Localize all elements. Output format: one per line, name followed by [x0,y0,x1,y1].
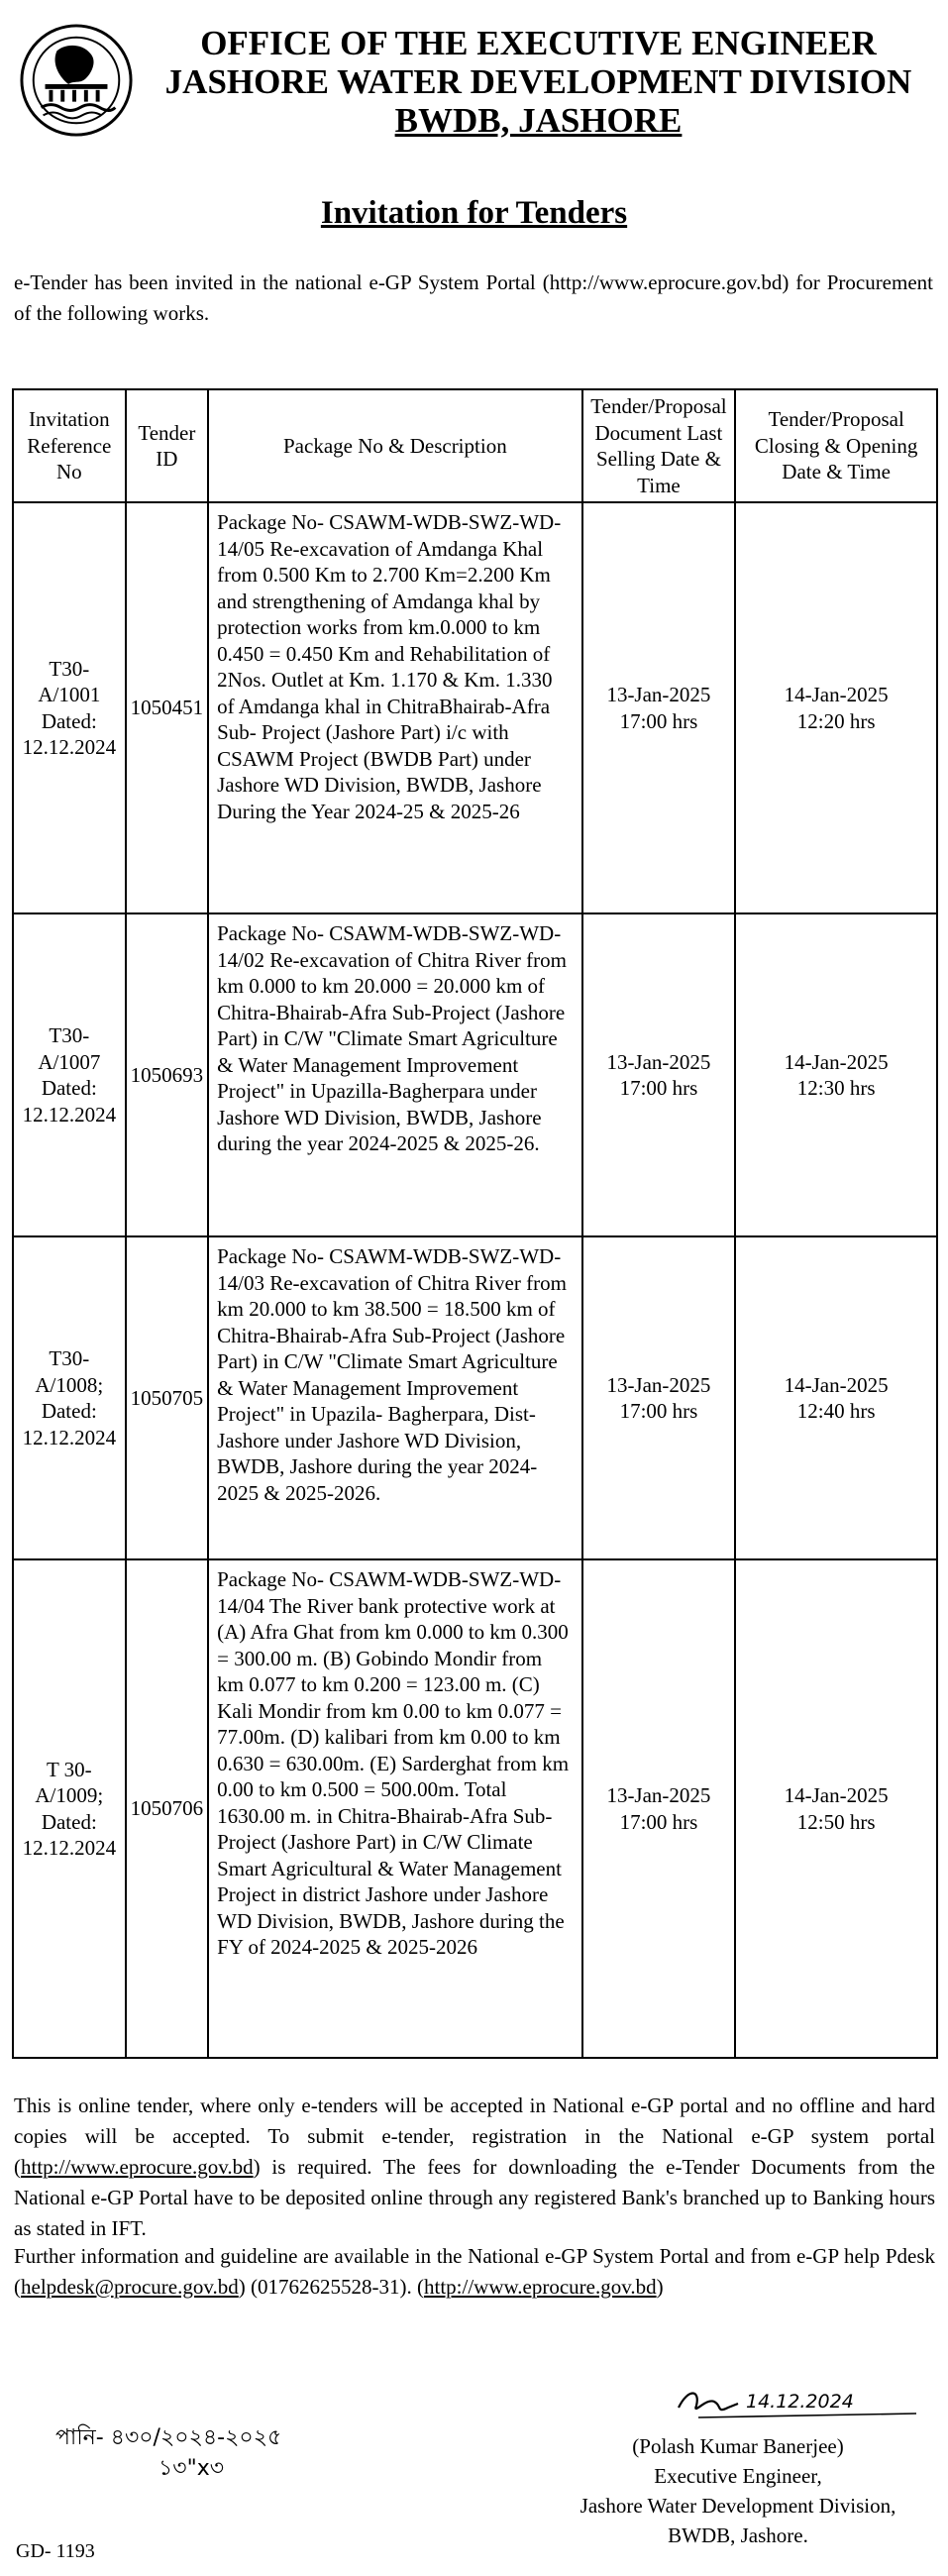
division-title: JASHORE WATER DEVELOPMENT DIVISION [164,62,912,101]
table-header-row [13,389,937,502]
signer-name: (Polash Kumar Banerjee) [632,2434,844,2458]
cell-description: Package No- CSAWM-WDB-SWZ-WD-14/04 The River bank protective work at (A) Afra Ghat from km 0.000 to km 0.300 = 300.00 m. (B) Gobindo Mondir from km 0.077 to km 0.200 = 123.00 m. (C) Kali Mondir from km 0.00 to km 0.077 = 77.00m. (D) kalibari from km 0.00 to km 0.630 = 630.00m. (E) Sarderghat from km 0.00 to km 0.500 = 500.00m. Total 1630.00 m. in Chitra-Bhairab-Afra Sub-Project (Jashore Part) in C/W Climate Smart Agricultural & Water Management Project in district Jashore under Jashore WD Division, BWDB, Jashore during the FY of 2024-2025 & 2025-2026 [208,1559,581,2058]
cell-tender-id: 1050451 [126,502,209,913]
info-paragraph [14,2241,935,2303]
cell-description: Package No- CSAWM-WDB-SWZ-WD-14/03 Re-excavation of Chitra River from km 20.000 to km 38.500 = 18.500 km of Chitra-Bhairab-Afra Sub-Project (Jashore Part) in C/W "Climate Smart Agriculture & Water Management Improvement Project" in Upazila- Bagherpara, Dist-Jashore under Jashore WD Division, BWDB, Jashore during the year 2024-2025 & 2025-2026. [208,1236,581,1559]
table-row [13,1236,937,1559]
selling-date: 13-Jan-2025 [606,1783,711,1807]
office-location: BWDB, JASHORE [394,101,683,140]
cell-tender-id: 1050705 [126,1236,209,1559]
selling-time: 17:00 hrs [619,708,698,733]
selling-date: 13-Jan-2025 [606,683,711,706]
selling-date: 13-Jan-2025 [606,1049,711,1074]
cell-selling [582,1236,736,1559]
office-title: OFFICE OF THE EXECUTIVE ENGINEER [200,24,877,62]
col-header-description: Package No & Description [208,389,581,502]
bwdb-logo-icon [18,22,135,139]
signer-division: Jashore Water Development Division, [579,2494,896,2518]
cell-closing [735,1236,937,1559]
eprocure-link[interactable]: http://www.eprocure.gov.bd [21,2155,254,2179]
col-header-closing: Tender/Proposal Closing & Opening Date & Time [735,389,937,502]
letterhead [0,18,948,152]
signer-designation: Executive Engineer, [654,2464,822,2488]
col-header-reference: Invitation Reference No [13,389,126,502]
cell-tender-id: 1050693 [126,913,209,1236]
memo-reference [55,2422,281,2484]
col-header-tender-id: Tender ID [126,389,209,502]
table-row [13,1559,937,2058]
closing-time: 12:30 hrs [796,1076,876,1100]
closing-time: 12:20 hrs [796,708,876,733]
cell-reference: T 30- A/1009; Dated: 12.12.2024 [13,1559,126,2058]
memo-number: পানি- ৪৩০/২০২৪-২০২৫ [55,2425,282,2450]
page-title: Invitation for Tenders [320,195,628,231]
signature-mark [589,2378,921,2423]
selling-time: 17:00 hrs [619,1399,698,1423]
cell-description: Package No- CSAWM-WDB-SWZ-WD-14/05 Re-excavation of Amdanga Khal from 0.500 Km to 2.700 Km=2.200 Km and strengthening of Amdanga khal by protection works from km.0.000 to km 0.450 = 0.450 Km and Rehabilitation of 2Nos. Outlet at Km. 1.170 & Km. 1.330 of Amdanga khal in ChitraBhairab-Afra Sub- Project (Jashore Part) i/c with CSAWM Project (BWDB Part) under Jashore WD Division, BWDB, Jashore During the Year 2024-25 & 2025-26 [208,502,581,913]
gd-number: GD- 1193 [16,2540,95,2562]
intro-paragraph: e-Tender has been invited in the national e-GP System Portal (http://www.eprocure.gov.bd) for Procurement of the following works. [14,270,933,325]
selling-time: 17:00 hrs [619,1076,698,1100]
selling-date: 13-Jan-2025 [606,1372,711,1397]
info-text-b: ) (01762625528-31). ( [238,2275,424,2299]
closing-date: 14-Jan-2025 [784,1372,889,1397]
cell-reference: T30-A/1007 Dated: 12.12.2024 [13,913,126,1236]
handwritten-date: 14.12.2024 [746,2391,854,2413]
info-text-c: ) [656,2275,664,2299]
terms-paragraph [14,2091,935,2244]
cell-tender-id: 1050706 [126,1559,209,2058]
cell-selling [582,913,736,1236]
col-header-selling: Tender/Proposal Document Last Selling Date & Time [582,389,736,502]
closing-date: 14-Jan-2025 [784,1783,889,1807]
terms-text-a: This is online tender, where only e-tenders will be accepted in National e-GP portal and no offline and hard copies will be accepted. To submit e-tender, registration in the National e-GP system portal ( [14,2093,935,2179]
closing-time: 12:40 hrs [796,1399,876,1423]
signature-block [555,2431,921,2550]
cell-selling [582,502,736,913]
cell-closing [735,1559,937,2058]
table-row [13,502,937,913]
terms-text-b: ) is required. The fees for downloading the e-Tender Documents from the National e-GP Portal have to be deposited online through any registered Bank's branched up to Banking hours as stated in IFT. [14,2155,935,2240]
cell-reference: T30- A/1008; Dated: 12.12.2024 [13,1236,126,1559]
helpdesk-email-link[interactable]: helpdesk@procure.gov.bd [21,2275,239,2299]
cell-closing [735,913,937,1236]
tender-table [12,388,938,2059]
closing-date: 14-Jan-2025 [784,683,889,706]
cell-selling [582,1559,736,2058]
selling-time: 17:00 hrs [619,1809,698,1834]
signer-location: BWDB, Jashore. [668,2523,808,2547]
closing-time: 12:50 hrs [796,1809,876,1834]
eprocure-link-2[interactable]: http://www.eprocure.gov.bd [423,2275,657,2299]
memo-size: ১৩"x৩ [158,2456,225,2481]
table-row [13,913,937,1236]
cell-closing [735,502,937,913]
cell-reference: T30-A/1001 Dated: 12.12.2024 [13,502,126,913]
info-text-a: Further information and guideline are available in the National e-GP System Portal and from e-GP help Pdesk ( [14,2244,935,2299]
closing-date: 14-Jan-2025 [784,1049,889,1074]
cell-description: Package No- CSAWM-WDB-SWZ-WD-14/02 Re-excavation of Chitra River from km 0.000 to km 20.000 = 20.000 km of Chitra-Bhairab-Afra Sub-Project (Jashore Part) in C/W "Climate Smart Agriculture & Water Management Improvement Project" in Upazilla-Bagherpara under Jashore WD Division, BWDB, Jashore during the year 2024-2025 & 2025-26. [208,913,581,1236]
